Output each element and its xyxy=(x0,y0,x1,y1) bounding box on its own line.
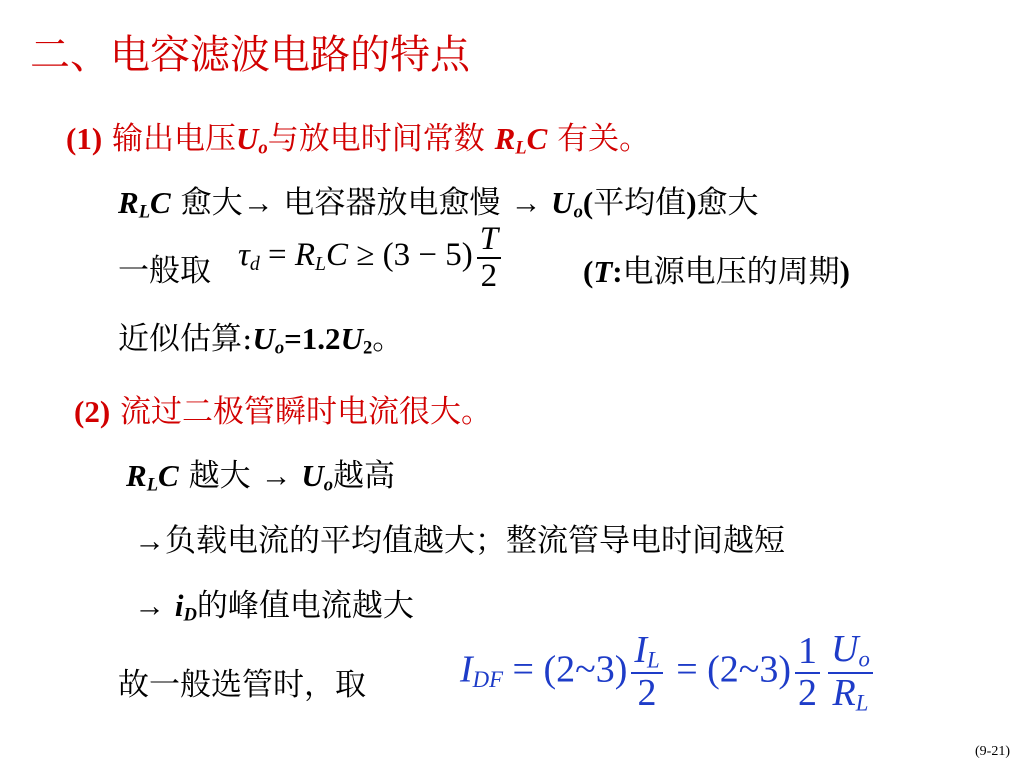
range-3-5: (3 − 5) xyxy=(382,237,473,274)
period-note xyxy=(583,256,850,288)
arrow-icon: → xyxy=(242,185,274,220)
arrow-icon: → xyxy=(134,588,165,623)
uo-symbol: U xyxy=(551,185,574,220)
text-higher: 越高 xyxy=(333,458,395,494)
paren-open: ( xyxy=(583,254,594,289)
fraction-denominator xyxy=(828,671,873,716)
colon: : xyxy=(612,254,623,289)
point-1 xyxy=(66,123,650,158)
uo-symbol: U xyxy=(831,628,859,670)
formula-idf xyxy=(460,630,877,715)
arrow-icon: → xyxy=(260,458,292,493)
equals-sign: = xyxy=(676,648,698,691)
line-diode-selection xyxy=(118,667,366,703)
uo-symbol: U xyxy=(236,121,259,156)
fraction-numerator xyxy=(828,630,873,674)
r-symbol: R xyxy=(494,121,516,156)
uo-subscript: o xyxy=(274,337,285,359)
r-symbol: R xyxy=(126,458,147,493)
point-1-label: (1) xyxy=(66,121,103,156)
point-2 xyxy=(74,396,492,428)
c-symbol: C xyxy=(158,458,179,493)
line-rlc-larger xyxy=(118,187,759,222)
u2-symbol: U xyxy=(340,321,363,356)
fraction-uo-over-rl xyxy=(828,630,873,715)
u2-subscript: 2 xyxy=(362,337,373,359)
fraction-one-half xyxy=(795,629,820,714)
text-peak-current: 的峰值电流越大 xyxy=(196,588,414,624)
equals-1-2: =1.2 xyxy=(284,321,341,356)
slide-title: 二、电容滤波电路的特点 xyxy=(30,32,470,78)
point-1-mid: 与放电时间常数 xyxy=(267,121,485,157)
line-peak-current xyxy=(134,590,414,625)
r-subscript: L xyxy=(146,474,159,496)
range-2-3: (2~3) xyxy=(543,648,628,691)
r-subscript: L xyxy=(315,253,327,276)
line-load-current xyxy=(134,525,785,557)
fraction-denominator: 2 xyxy=(798,671,818,714)
text-discharge-slower: 电容器放电愈慢 xyxy=(283,185,501,221)
text-period: 电源电压的周期 xyxy=(622,254,840,290)
tau-symbol: τ xyxy=(238,237,250,274)
r-subscript: L xyxy=(515,137,527,159)
i-symbol: I xyxy=(460,648,473,691)
tau-subscript: d xyxy=(249,253,260,276)
t-symbol: T xyxy=(593,254,613,289)
uo-subscript: o xyxy=(258,137,268,159)
fraction-numerator: T xyxy=(477,222,501,259)
point-1-pre: 输出电压 xyxy=(112,121,237,157)
r-subscript: L xyxy=(138,201,151,223)
line-estimate xyxy=(118,323,403,358)
page-number: (9-21) xyxy=(975,744,1010,759)
line-rlc-higher xyxy=(126,460,395,495)
paren-close: ) xyxy=(839,254,850,289)
line-general-choice xyxy=(118,253,211,289)
uo-symbol: U xyxy=(301,458,324,493)
fraction-denominator: 2 xyxy=(480,257,498,294)
text-estimate: 近似估算: xyxy=(118,321,253,357)
i-subscript: DF xyxy=(472,667,504,693)
text-selection: 故一般选管时，取 xyxy=(118,667,366,703)
equals-sign: = xyxy=(512,648,534,691)
point-2-label: (2) xyxy=(74,394,111,429)
uo-subscript: o xyxy=(858,646,870,672)
i-subscript: D xyxy=(183,604,197,626)
text-larger-2: 愈大 xyxy=(696,185,759,221)
fraction-numerator xyxy=(631,628,662,675)
arrow-icon: → xyxy=(134,523,165,558)
equals-sign: = xyxy=(267,237,287,274)
arrow-icon: → xyxy=(510,185,542,220)
r-symbol: R xyxy=(118,185,139,220)
paren-open: ( xyxy=(582,185,594,220)
c-symbol: C xyxy=(526,121,548,156)
c-symbol: C xyxy=(326,237,349,274)
text-larger: 越大 xyxy=(188,458,251,494)
rl-subscript: L xyxy=(855,690,869,716)
text-general-take: 一般取 xyxy=(118,253,211,289)
point-1-post: 有关。 xyxy=(557,121,651,157)
uo-subscript: o xyxy=(323,474,333,496)
text-larger: 愈大 xyxy=(180,185,243,221)
il-subscript: L xyxy=(647,647,660,673)
paren-close: ) xyxy=(686,185,697,220)
rl-symbol: R xyxy=(832,671,856,714)
point-2-text: 流过二极管瞬时电流很大。 xyxy=(120,394,493,430)
fraction-t-over-2 xyxy=(477,222,501,293)
uo-subscript: o xyxy=(573,201,583,223)
uo-symbol: U xyxy=(252,321,275,356)
text-load-current: 负载电流的平均值越大；整流管导电时间越短 xyxy=(165,523,785,559)
c-symbol: C xyxy=(150,185,171,220)
fraction-denominator: 2 xyxy=(637,672,657,715)
il-symbol: I xyxy=(634,628,648,671)
r-symbol: R xyxy=(294,237,315,274)
period-mark: 。 xyxy=(372,321,404,357)
range-2-3: (2~3) xyxy=(707,648,792,691)
fraction-il-over-2 xyxy=(631,628,662,715)
geq-sign: ≥ xyxy=(356,237,375,274)
i-symbol: i xyxy=(174,588,184,623)
fraction-numerator: 1 xyxy=(795,632,820,674)
text-average: 平均值 xyxy=(593,185,687,221)
formula-tau xyxy=(238,222,505,293)
